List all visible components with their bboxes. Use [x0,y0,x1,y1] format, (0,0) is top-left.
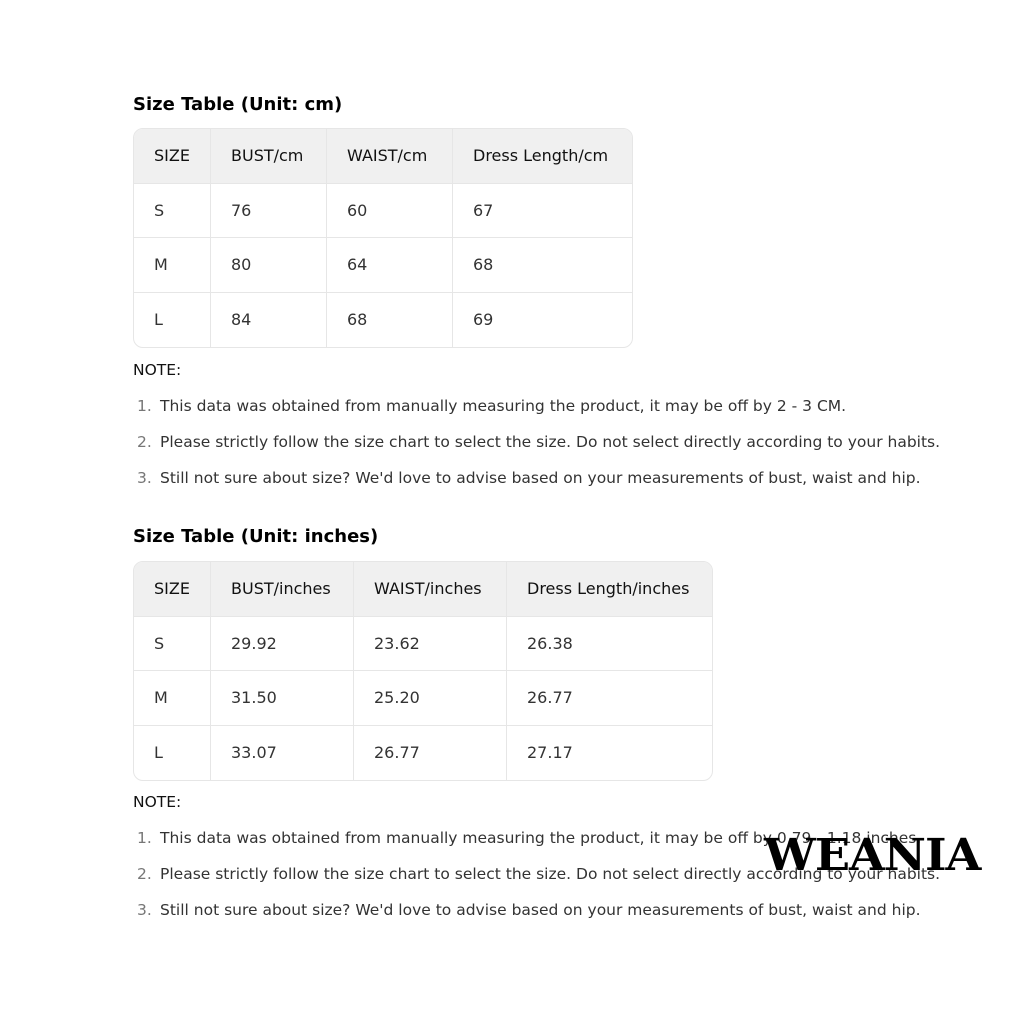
table-row [134,726,712,781]
cell: 29.92 [211,617,354,672]
cell: 27.17 [527,743,573,763]
cell: 31.50 [211,671,354,726]
table-row [134,184,632,239]
cell: M [134,238,211,293]
cell: 67 [453,184,632,239]
cell: 26.38 [507,617,712,672]
cell: 84 [211,293,327,348]
cell: 26.77 [507,671,712,726]
list-text: This data was obtained from manually measuring the product, it may be off by 0.79 - 1.18 inches. [160,829,922,847]
list-text: Still not sure about size? We'd love to advise based on your measurements of bust, waist and hip. [160,901,921,919]
table-row [134,617,712,672]
header-cell: WAIST/cm [327,129,453,184]
cell: 60 [327,184,453,239]
header-cell: BUST/cm [211,129,327,184]
list-number: 1. [137,829,152,847]
table-header-row [134,562,712,617]
cell: M [134,671,211,726]
header-cell: SIZE [134,562,211,617]
cell: 80 [211,238,327,293]
size-table-cm-title: Size Table (Unit: cm) [133,94,343,115]
table-row [134,293,632,348]
list-item [133,397,940,433]
list-number: 3. [137,469,152,487]
list-number: 3. [137,901,152,919]
size-table-inches [133,561,713,781]
cell: L [134,293,211,348]
cell: 26.77 [354,726,507,781]
header-cell: Dress Length/cm [453,129,632,184]
list-number: 2. [137,865,152,883]
list-text: Please strictly follow the size chart to select the size. Do not select directly according to your habits. [160,865,941,883]
header-cell: BUST/inches [211,562,354,617]
cell: 69 [473,310,494,330]
cell: 33.07 [211,726,354,781]
header-cell: SIZE [134,129,211,184]
cell: S [134,617,211,672]
size-table-inches-title: Size Table (Unit: inches) [133,526,379,547]
table-row [134,671,712,726]
cell: 64 [327,238,453,293]
cell: 76 [211,184,327,239]
list-text: Still not sure about size? We'd love to advise based on your measurements of bust, waist and hip. [160,469,921,487]
table-header-row [134,129,632,184]
cell: 23.62 [354,617,507,672]
cell: 68 [453,238,632,293]
size-table-cm [133,128,633,348]
list-text: This data was obtained from manually measuring the product, it may be off by 2 - 3 CM. [160,397,847,415]
list-item [133,433,940,469]
list-number: 1. [137,397,152,415]
cell: 25.20 [354,671,507,726]
table-row [134,238,632,293]
list-number: 2. [137,433,152,451]
cell: S [134,184,211,239]
brand-logo: WEANIA [764,830,981,881]
cell: 68 [327,293,453,348]
header-cell: WAIST/inches [354,562,507,617]
cell: L [134,726,211,781]
list-item [133,469,940,505]
header-cell: Dress Length/inches [507,562,712,617]
list-item [133,901,940,937]
note-list [133,397,940,505]
note-label: NOTE: [133,793,182,811]
note-label: NOTE: [133,361,182,379]
list-text: Please strictly follow the size chart to select the size. Do not select directly according to your habits. [160,433,941,451]
